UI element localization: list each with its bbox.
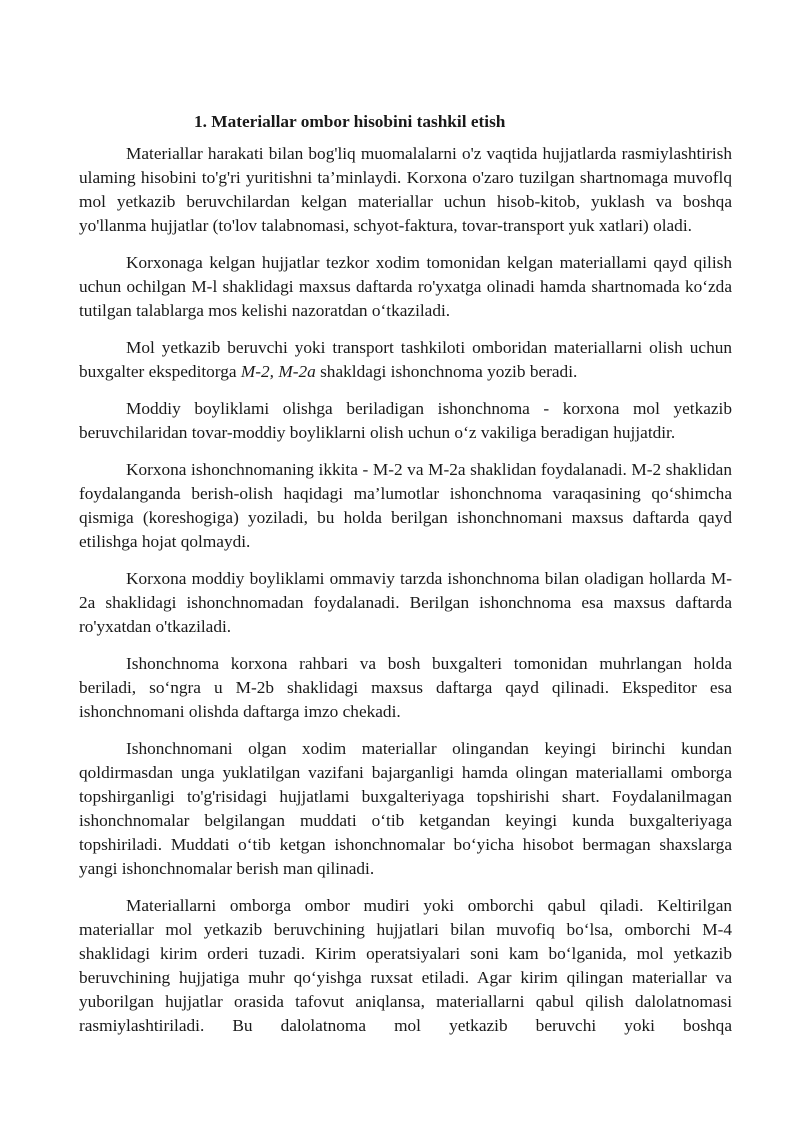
paragraph-3-text-after: shakldagi ishonchnoma yozib beradi.: [315, 362, 578, 381]
paragraph-8: Ishonchnomani olgan xodim materiallar olingandan keyingi birinchi kundan qoldirmasdan unga yuklatilgan vazifani bajarganligi hamda olingan materiallami omborga topshirganligi to'g'risidagi hujjatlami buxgalteriyaga topshirishi shart. Foydalanilmagan ishonchnomalar belgilangan muddati o‘tib ketgandan keyingi kunda buxgalteriyaga topshiriladi. Muddati o‘tib ketgan ishonchnomalar bo‘yicha hisobot bermagan shaxslarga yangi ishonchnomalar berish man qilinadi.: [79, 739, 732, 878]
document-page: [79, 109, 732, 1051]
paragraph-1: Materiallar harakati bilan bog'liq muomalalarni o'z vaqtida hujjatlarda rasmiylashtirish ulaming hisobini to'g'ri yuritishni ta’minlaydi. Korxona o'zaro tuzilgan shartnomaga muvoflq mol yetkazib beruvchilardan kelgan materiallar uchun hisob-kitob, yuklash va boshqa yo'llanma hujjatlar (to'lov talabnomasi, schyot-faktura, tovar-transport yuk xatlari) oladi.: [79, 144, 732, 235]
paragraph-5: Korxona ishonchnomaning ikkita - M-2 va M-2a shaklidan foydalanadi. M-2 shaklidan foydalanganda berish-olish haqidagi ma’lumotlar ishonchnoma varaqasining qo‘shimcha qismiga (koreshogiga) yoziladi, bu holda berilgan ishonchnomani maxsus daftarda qayd etilishga hojat qolmaydi.: [79, 460, 732, 551]
paragraph-3-text-before: Mol yetkazib beruvchi yoki transport tashkiloti omboridan materiallarni olish uchun buxgalter ekspeditorga: [79, 338, 732, 381]
paragraph-2: Korxonaga kelgan hujjatlar tezkor xodim tomonidan kelgan materiallami qayd qilish uchun ochilgan M-l shaklidagi maxsus daftarda ro'yxatga olinadi hamda shartnomada ko‘zda tutilgan talablarga mos kelishi nazoratdan o‘tkaziladi.: [79, 253, 732, 320]
paragraph-3-italic-forms: M-2, M-2a: [240, 362, 316, 381]
paragraph-7: Ishonchnoma korxona rahbari va bosh buxgalteri tomonidan muhrlangan holda beriladi, so‘ngra u M-2b shaklidagi maxsus daftarga qayd qilinadi. Ekspeditor esa ishonchnomani olishda daftarga imzo chekadi.: [79, 654, 732, 721]
paragraph-9: Materiallarni omborga ombor mudiri yoki omborchi qabul qiladi. Keltirilgan materiallar mol yetkazib beruvchining hujjatlari bilan muvofiq bo‘lsa, omborchi M-4 shaklidagi kirim orderi tuzadi. Kirim operatsiyalari soni kam bo‘lganida, mol yetkazib beruvchining hujjatiga muhr qo‘yishga ruxsat etiladi. Agar kirim qilingan materiallar va yuborilgan hujjatlar orasida tafovut aniqlansa, materiallarni qabul qilish dalolatnomasi rasmiylashtiriladi. Bu dalolatnoma mol yetkazib beruvchi yoki boshqa: [79, 896, 732, 1035]
section-heading: 1. Materiallar ombor hisobini tashkil etish: [194, 112, 506, 131]
paragraph-6: Korxona moddiy boyliklami ommaviy tarzda ishonchnoma bilan oladigan hollarda M-2a shaklidagi ishonchnomadan foydalanadi. Berilgan ishonchnoma esa maxsus daftarda ro'yxatdan o'tkaziladi.: [79, 569, 732, 636]
paragraph-3: [79, 336, 732, 384]
paragraph-4: Moddiy boyliklami olishga beriladigan ishonchnoma - korxona mol yetkazib beruvchilaridan tovar-moddiy boyliklarni olish uchun o‘z vakiliga beradigan hujjatdir.: [79, 399, 732, 442]
